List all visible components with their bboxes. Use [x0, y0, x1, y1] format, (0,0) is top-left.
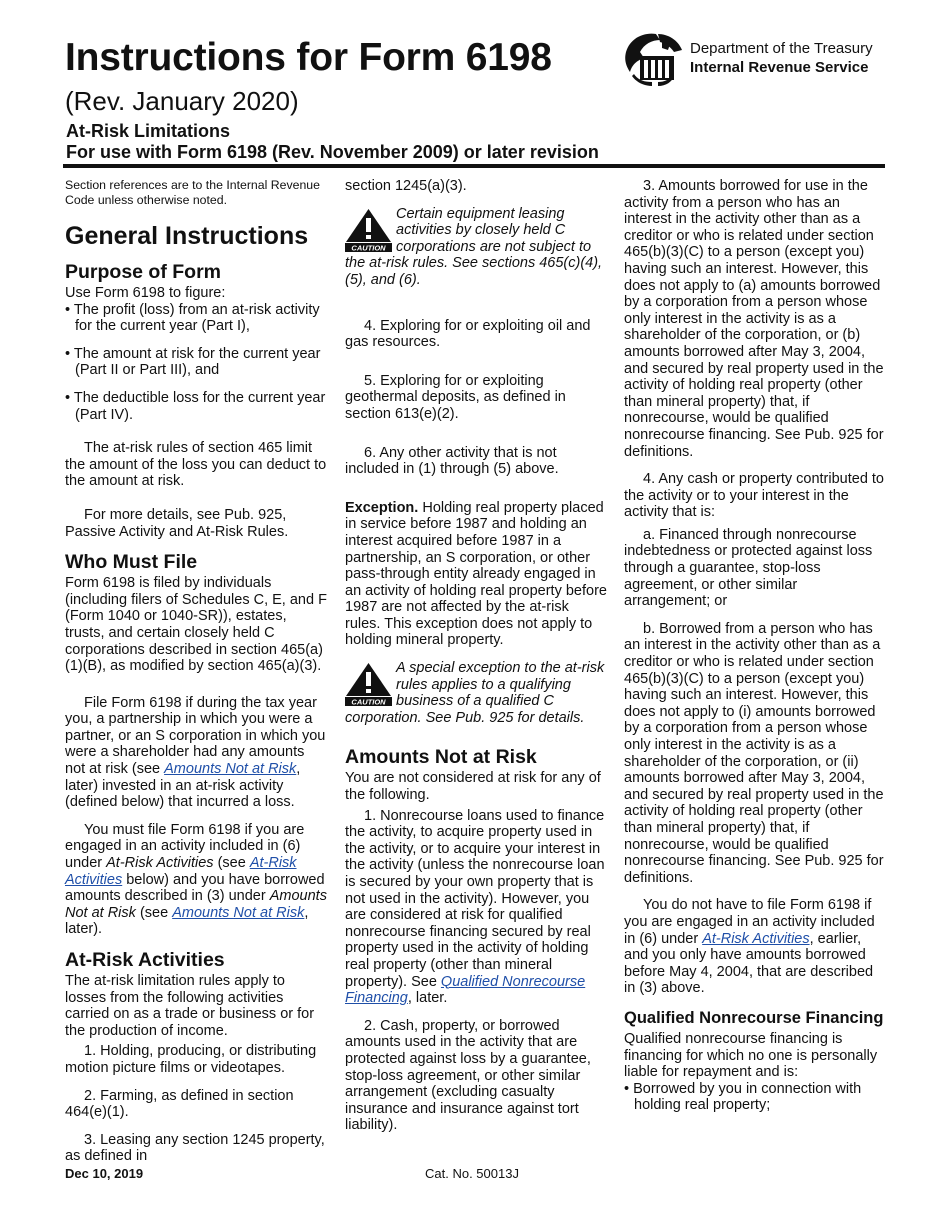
amounts-not-at-risk-link[interactable]: Amounts Not at Risk — [164, 761, 297, 778]
irs-eagle-logo — [622, 30, 684, 88]
at-risk-activities-link-2[interactable]: At-Risk Activities — [702, 930, 810, 947]
caution-icon — [345, 662, 392, 706]
page-title: Instructions for Form 6198 — [65, 36, 552, 79]
not-at-risk-item-4a: a. Financed through nonrecourse indebtedness or protected against loss through a guarantee, stop-loss agreement, or other similar arrangement; or — [624, 526, 873, 610]
at-risk-item-3: 3. Leasing any section 1245 property, as defined in — [65, 1131, 325, 1165]
at-risk-item-2: 2. Farming, as defined in section 464(e)(1). — [65, 1087, 294, 1121]
caution-icon — [345, 208, 392, 252]
item-6: 6. Any other activity that is not included in (1) through (5) above. — [345, 444, 559, 478]
not-at-risk-item-2: 2. Cash, property, or borrowed amounts used in the activity that are protected against loss by a guarantee, stop-loss agreement, or other similar arrangement (excluding casualty insurance and insurance against tort liability). — [345, 1017, 591, 1134]
svg-text:CAUTION: CAUTION — [351, 243, 386, 252]
purpose-heading: Purpose of Form — [65, 261, 222, 283]
svg-text:CAUTION: CAUTION — [351, 697, 386, 707]
purpose-paragraph-1: The at-risk rules of section 465 limit the amount of the loss you can deduct to the amount at risk. — [65, 440, 327, 490]
revision-date: (Rev. January 2020) — [65, 86, 299, 116]
who-paragraph-3: You must file Form 6198 if you are engaged in an activity included in (6) under At-Risk Activities (see At-Risk Activities below) and you have borrowed amounts described in (3) under Amounts Not at Risk (see Amounts Not at Risk, later). — [65, 821, 327, 938]
at-risk-item-1: 1. Holding, producing, or distributing motion picture films or videotapes. — [65, 1043, 317, 1076]
caution-note-2: CAUTION A special exception to the at-risk rules applies to a qualifying business of a qualified C corporation. See Pub. 925 for details. — [345, 660, 605, 726]
catalog-number: Cat. No. 50013J — [425, 1166, 519, 1181]
item-5: 5. Exploring for or exploiting geothermal deposits, as defined in section 613(e)(2). — [345, 372, 566, 422]
agency-block — [690, 39, 873, 77]
column-1 — [65, 178, 327, 1176]
column-2 — [345, 178, 607, 1145]
general-instructions-heading: General Instructions — [65, 222, 309, 250]
footer-date: Dec 10, 2019 — [65, 1166, 144, 1181]
purpose-intro: Use Form 6198 to figure: — [65, 285, 226, 301]
agency-irs: Internal Revenue Service — [690, 59, 869, 76]
form-subtitle: At-Risk Limitations — [66, 121, 231, 141]
qualified-nonrecourse-financing-heading: Qualified Nonrecourse Financing — [624, 1008, 884, 1027]
qualified-nonrecourse-financing-link[interactable]: Qualified Nonrecourse Financing — [345, 973, 586, 1007]
purpose-bullet-1: • The profit (loss) from an at-risk activity for the current year (Part I), — [65, 301, 320, 335]
header-rule — [63, 164, 885, 168]
continued-text: section 1245(a)(3). — [345, 178, 467, 194]
exception-paragraph: Exception. Holding real property placed in service before 1987 and holding an interest acquired before 1987 in a partnership, an S corporation, or other pass-through entity already engaged in an activity of holding real property before 1987 are not affected by the at-risk rules. This exception does not apply to holding mineral property. — [345, 499, 607, 649]
not-at-risk-item-3: 3. Amounts borrowed for use in the activity from a person who has an interest in the activity other than as a creditor or who is related under section 465(b)(3)(C) to a person (except you) having such an interest. However, this does not apply to (a) amounts borrowed by a corporation from a person whose only interest in the activity is as a shareholder of the corporation, or (b) amounts borrowed after May 3, 2004, and secured by real property used in the activity of holding real property (other than mineral property) that, if nonrecourse, would be qualified nonrecourse financing. See Pub. 925 for definitions. — [624, 178, 884, 460]
at-risk-activities-heading: At-Risk Activities — [65, 949, 225, 971]
at-risk-intro: The at-risk limitation rules apply to losses from the following activities carried on as a trade or business or for the production of income. — [65, 973, 315, 1039]
purpose-bullet-2: • The amount at risk for the current year (Part II or Part III), and — [65, 345, 321, 379]
section-references-note: Section references are to the Internal Revenue Code unless otherwise noted. — [65, 178, 320, 207]
form-usage-note: For use with Form 6198 (Rev. November 2009) or later revision — [66, 142, 599, 162]
purpose-bullet-3: • The deductible loss for the current year (Part IV). — [65, 389, 326, 423]
amounts-not-at-risk-heading: Amounts Not at Risk — [345, 746, 537, 769]
column-3 — [624, 178, 886, 1125]
caution-note-1: CAUTION Certain equipment leasing activities by closely held C corporations are not subject to the at-risk rules. See sections 465(c)(4), (5), and (6). — [345, 205, 603, 288]
amounts-not-at-risk-link-2[interactable]: Amounts Not at Risk — [172, 904, 305, 921]
not-at-risk-item-4: 4. Any cash or property contributed to the activity or to your interest in the activity that is: — [624, 471, 884, 521]
qnf-bullet-1: • Borrowed by you in connection with holding real property; — [624, 1080, 862, 1114]
at-risk-activities-link[interactable]: At-Risk Activities — [65, 855, 297, 888]
qnf-paragraph: Qualified nonrecourse financing is financing for which no one is personally liable for repayment and is: — [624, 1030, 878, 1081]
who-paragraph-1: Form 6198 is filed by individuals (including filers of Schedules C, E, and F (Form 1040 or 1040-SR)), estates, trusts, and certain closely held C corporations described in section 465(a)(1)(B), as modified by section 465(a)(3). — [65, 575, 327, 675]
who-paragraph-2: File Form 6198 if during the tax year you, a partnership in which you were a partner, or an S corporation in which you were a shareholder had any amounts not at risk (see Amounts Not at Risk, later) invested in an at-risk activity (defined below) that incurred a loss. — [65, 694, 326, 811]
who-must-file-heading: Who Must File — [65, 551, 198, 574]
no-file-paragraph: You do not have to file Form 6198 if you are engaged in an activity included in (6) under At-Risk Activities, earlier, and you only have amounts borrowed before May 4, 2004, that are described in (3) above. — [624, 897, 875, 997]
item-4: 4. Exploring for or exploiting oil and gas resources. — [345, 317, 591, 351]
not-at-risk-intro: You are not considered at risk for any of the following. — [345, 770, 601, 804]
purpose-paragraph-2: For more details, see Pub. 925, Passive Activity and At-Risk Rules. — [65, 506, 289, 540]
agency-department: Department of the Treasury — [690, 40, 873, 57]
not-at-risk-item-1: 1. Nonrecourse loans used to finance the activity, to acquire property used in the activity, or to acquire your interest in the activity (unless the nonrecourse loan is secured by your own property that is not used in the activity). However, you are considered at risk for qualified nonrecourse financing secured by real property used in the activity of holding real property (other than mineral property). See Qualified Nonrecourse Financing, later. — [345, 807, 605, 1007]
not-at-risk-item-4b: b. Borrowed from a person who has an interest in the activity other than as a creditor or who is related under section 465(b)(3)(C) to a person (except you) having such an interest. However, this does not apply to (i) amounts borrowed by a corporation from a person whose only interest in the activity is as a shareholder of the corporation, or (ii) amounts borrowed after May 3, 2004, and secured by real property used in the activity of holding real property (other than mineral property) that, if nonrecourse, would be qualified nonrecourse financing. See Pub. 925 for definitions. — [624, 620, 884, 886]
